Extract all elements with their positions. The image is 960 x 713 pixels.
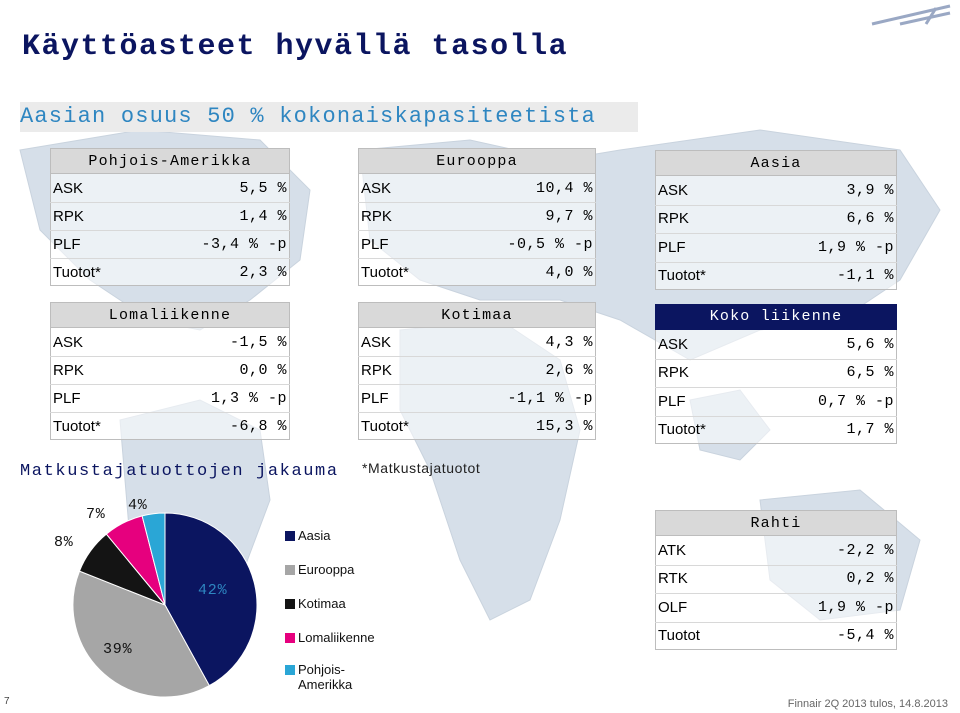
row-value: 1,9 % -p [817, 598, 894, 616]
row-value: -6,8 % [229, 417, 287, 435]
pie-label-eurooppa: 39% [103, 641, 133, 658]
row-label: ASK [658, 335, 689, 353]
row-value: -3,4 % -p [201, 235, 287, 253]
page-subtitle: Aasian osuus 50 % kokonaiskapasiteetista [20, 102, 638, 132]
pie-label-kotimaa: 8% [54, 534, 74, 551]
row-value: 3,9 % [846, 181, 894, 199]
legend-label: Kotimaa [298, 596, 346, 611]
row-label: PLF [658, 392, 686, 410]
table-row [655, 565, 897, 594]
row-label: PLF [53, 235, 81, 253]
row-label: ASK [361, 179, 392, 197]
legend-item [285, 528, 331, 543]
table-row [50, 328, 290, 356]
table-lomaliikenne [50, 302, 290, 440]
row-value: 0,2 % [846, 570, 894, 588]
row-label: ASK [658, 181, 689, 199]
table-eurooppa [358, 148, 596, 286]
row-value: 9,7 % [545, 207, 593, 225]
table-row [358, 384, 596, 412]
legend-label: Eurooppa [298, 562, 355, 577]
row-value: 2,3 % [239, 263, 287, 281]
row-label: RPK [658, 210, 689, 228]
row-value: 0,0 % [239, 361, 287, 379]
row-value: 15,3 % [535, 417, 593, 435]
row-value: -1,5 % [229, 333, 287, 351]
legend-label: Aasia [298, 528, 331, 543]
row-label: Tuotot [658, 627, 700, 645]
legend-item [285, 630, 375, 645]
table-header: Lomaliikenne [50, 302, 290, 328]
table-row [358, 356, 596, 384]
table-row [50, 258, 290, 286]
row-label: PLF [361, 389, 389, 407]
row-value: 1,4 % [239, 207, 287, 225]
row-label: RPK [361, 207, 392, 225]
row-label: Tuotot* [361, 263, 409, 281]
row-label: ASK [53, 179, 84, 197]
table-pohjois-amerikka [50, 148, 290, 286]
table-row [655, 330, 897, 359]
table-rahti [655, 510, 897, 650]
table-row [50, 356, 290, 384]
row-value: 10,4 % [535, 179, 593, 197]
table-header: Koko liikenne [655, 304, 897, 330]
table-row [50, 230, 290, 258]
row-label: Tuotot* [53, 417, 101, 435]
row-value: 4,3 % [545, 333, 593, 351]
row-value: 1,7 % [846, 421, 894, 439]
row-value: -2,2 % [836, 541, 894, 559]
row-label: Tuotot* [53, 263, 101, 281]
row-value: 5,5 % [239, 179, 287, 197]
pie-label-pohjois-amerikka: 4% [128, 497, 148, 514]
table-header: Rahti [655, 510, 897, 536]
pie-label-aasia: 42% [198, 582, 228, 599]
table-row [358, 202, 596, 230]
table-row [655, 593, 897, 622]
row-label: ATK [658, 541, 687, 559]
row-label: PLF [658, 238, 686, 256]
table-row [655, 176, 897, 205]
table-row [655, 416, 897, 445]
row-value: 4,0 % [545, 263, 593, 281]
row-value: 6,6 % [846, 210, 894, 228]
row-value: 6,5 % [846, 364, 894, 382]
page-number: 7 [4, 696, 10, 707]
finnair-logo-icon [870, 4, 954, 28]
row-label: RPK [361, 361, 392, 379]
legend-swatch [285, 633, 295, 643]
page-title: Käyttöasteet hyvällä tasolla [22, 30, 569, 64]
table-row [358, 174, 596, 202]
table-row [358, 328, 596, 356]
table-kotimaa [358, 302, 596, 440]
row-label: ASK [361, 333, 392, 351]
legend-item [285, 562, 354, 577]
row-label: RPK [53, 207, 84, 225]
legend-swatch [285, 599, 295, 609]
table-aasia [655, 150, 897, 290]
table-row [50, 412, 290, 440]
legend-label: Lomaliikenne [298, 630, 375, 645]
pie-chart-title: Matkustajatuottojen jakauma [20, 462, 339, 481]
row-value: 5,6 % [846, 335, 894, 353]
row-label: PLF [53, 389, 81, 407]
row-value: 2,6 % [545, 361, 593, 379]
table-header: Eurooppa [358, 148, 596, 174]
row-value: -1,1 % [836, 267, 894, 285]
table-header: Pohjois-Amerikka [50, 148, 290, 174]
table-row [655, 359, 897, 388]
row-value: -5,4 % [836, 627, 894, 645]
row-label: RPK [53, 361, 84, 379]
table-row [50, 202, 290, 230]
table-row [50, 174, 290, 202]
row-label: Tuotot* [658, 421, 706, 439]
row-label: OLF [658, 598, 688, 616]
row-label: Tuotot* [361, 417, 409, 435]
table-header: Kotimaa [358, 302, 596, 328]
table-koko-liikenne [655, 304, 897, 444]
row-value: 1,9 % -p [817, 238, 894, 256]
table-row [358, 258, 596, 286]
table-header: Aasia [655, 150, 897, 176]
row-value: -1,1 % -p [507, 389, 593, 407]
table-row [655, 622, 897, 651]
row-label: Tuotot* [658, 267, 706, 285]
pie-chart [40, 490, 280, 700]
row-label: RPK [658, 364, 689, 382]
pie-label-lomaliikenne: 7% [86, 506, 106, 523]
legend-swatch [285, 565, 295, 575]
table-row [655, 233, 897, 262]
legend-label: Pohjois- Amerikka [298, 662, 353, 692]
table-row [655, 387, 897, 416]
row-label: ASK [53, 333, 84, 351]
table-row [50, 384, 290, 412]
legend-item [285, 596, 346, 611]
table-row [655, 205, 897, 234]
table-row [655, 262, 897, 291]
row-value: 1,3 % -p [210, 389, 287, 407]
footer-text: Finnair 2Q 2013 tulos, 14.8.2013 [787, 698, 948, 710]
row-value: -0,5 % -p [507, 235, 593, 253]
table-row [358, 230, 596, 258]
row-label: RTK [658, 570, 688, 588]
row-label: PLF [361, 235, 389, 253]
legend-item [285, 662, 352, 692]
footnote: *Matkustajatuotot [362, 460, 481, 476]
legend-swatch [285, 531, 295, 541]
row-value: 0,7 % -p [817, 392, 894, 410]
table-row [655, 536, 897, 565]
legend-swatch [285, 665, 295, 675]
table-row [358, 412, 596, 440]
